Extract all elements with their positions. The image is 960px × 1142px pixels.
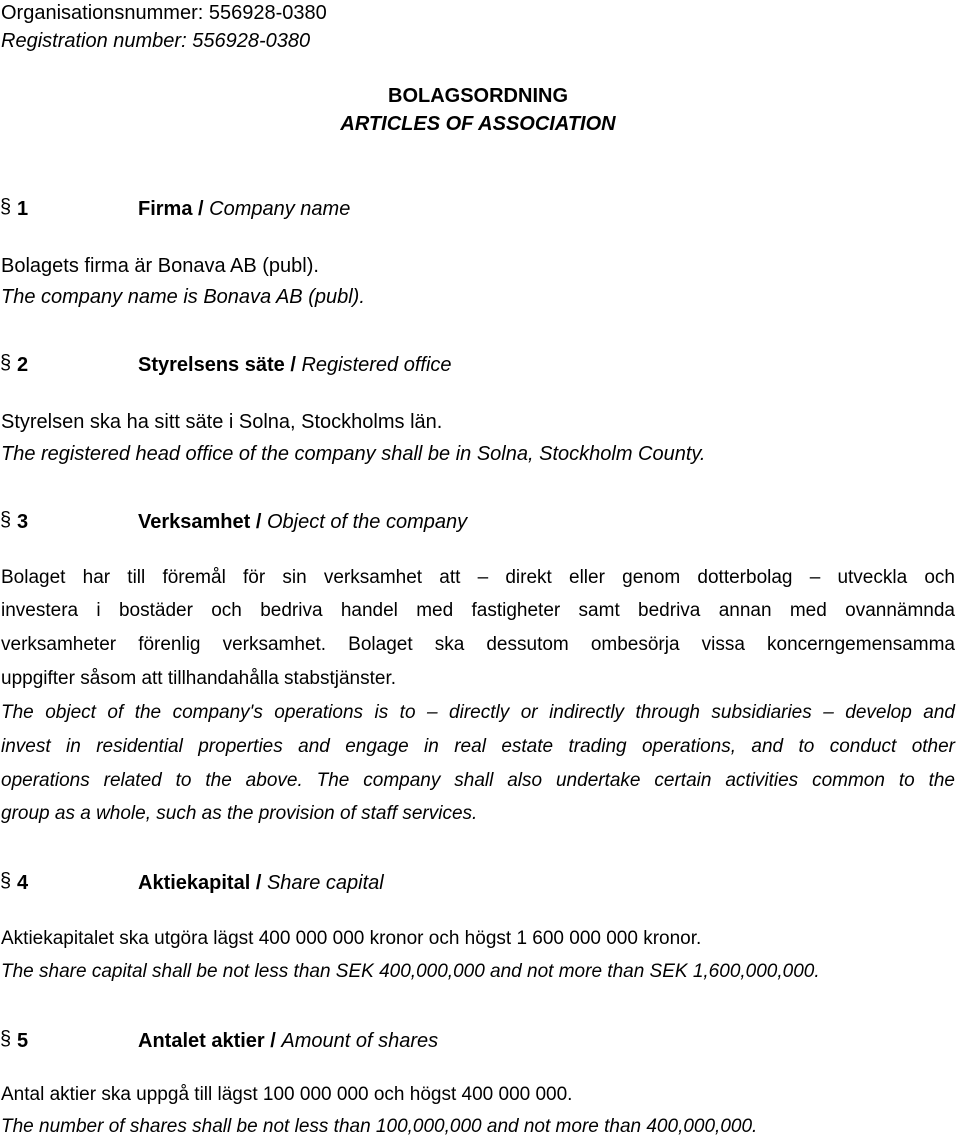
section-text-sv: Aktiekapitalet ska utgöra lägst 400 000 000 kronor och högst 1 600 000 000 kronor.	[1, 928, 702, 949]
org-number: Organisationsnummer: 556928-0380	[1, 2, 327, 24]
section-text-en: The share capital shall be not less than SEK 400,000,000 and not more than SEK 1,600,000,000.	[1, 961, 820, 982]
section-title	[138, 512, 467, 532]
section-title	[138, 1031, 438, 1051]
section-title-sv: Verksamhet /	[138, 511, 262, 533]
section-text-en: The registered head office of the company shall be in Solna, Stockholm County.	[1, 443, 706, 465]
section-title-en: Amount of shares	[281, 1030, 439, 1052]
section-symbol: §	[0, 196, 12, 218]
section-text-en-line: The object of the company's operations is to – directly or indirectly through subsidiaries – develop and	[1, 702, 955, 723]
document-title-sv: BOLAGSORDNING	[388, 85, 568, 107]
section-title-en: Company name	[209, 198, 351, 220]
section-title-en: Share capital	[266, 872, 384, 894]
document-title-en: ARTICLES OF ASSOCIATION	[340, 113, 616, 135]
section-text-en-line: operations related to the above. The company shall also undertake certain activities common to the	[1, 770, 955, 791]
section-title	[138, 199, 350, 219]
section-symbol: §	[0, 1028, 12, 1050]
section-number: 1	[17, 198, 29, 220]
section-title-sv: Antalet aktier /	[138, 1030, 276, 1052]
section-number: 2	[17, 354, 29, 376]
section-title-en: Registered office	[301, 354, 452, 376]
section-text-sv: Bolagets firma är Bonava AB (publ).	[1, 255, 319, 277]
registration-number: Registration number: 556928-0380	[1, 30, 311, 52]
section-title-sv: Styrelsens säte /	[138, 354, 296, 376]
section-symbol: §	[0, 509, 12, 531]
section-text-sv-line: Bolaget har till föremål för sin verksamhet att – direkt eller genom dotterbolag – utveckla och	[1, 567, 955, 588]
section-text-sv: Antal aktier ska uppgå till lägst 100 000 000 och högst 400 000 000.	[1, 1084, 573, 1105]
section-text-en-line: group as a whole, such as the provision of staff services.	[1, 803, 478, 824]
section-title	[138, 873, 384, 893]
section-text-sv-line: uppgifter såsom att tillhandahålla stabstjänster.	[1, 668, 397, 689]
section-symbol: §	[0, 352, 12, 374]
section-symbol: §	[0, 870, 12, 892]
section-text-sv-line: verksamheter förenlig verksamhet. Bolaget ska dessutom ombesörja vissa koncerngemensamma	[1, 634, 955, 655]
section-number: 3	[17, 511, 29, 533]
section-number: 5	[17, 1030, 29, 1052]
section-text-sv-line: investera i bostäder och bedriva handel med fastigheter samt bedriva annan med ovannämnda	[1, 600, 955, 621]
section-number: 4	[17, 872, 29, 894]
section-title-sv: Firma /	[138, 198, 204, 220]
section-text-en: The number of shares shall be not less than 100,000,000 and not more than 400,000,000.	[1, 1116, 758, 1137]
section-text-en: The company name is Bonava AB (publ).	[1, 286, 365, 308]
section-title-sv: Aktiekapital /	[138, 872, 262, 894]
section-title	[138, 355, 452, 375]
section-text-sv: Styrelsen ska ha sitt säte i Solna, Stockholms län.	[1, 411, 443, 433]
section-text-en-line: invest in residential properties and engage in real estate trading operations, and to conduct other	[1, 736, 955, 757]
section-title-en: Object of the company	[266, 511, 468, 533]
